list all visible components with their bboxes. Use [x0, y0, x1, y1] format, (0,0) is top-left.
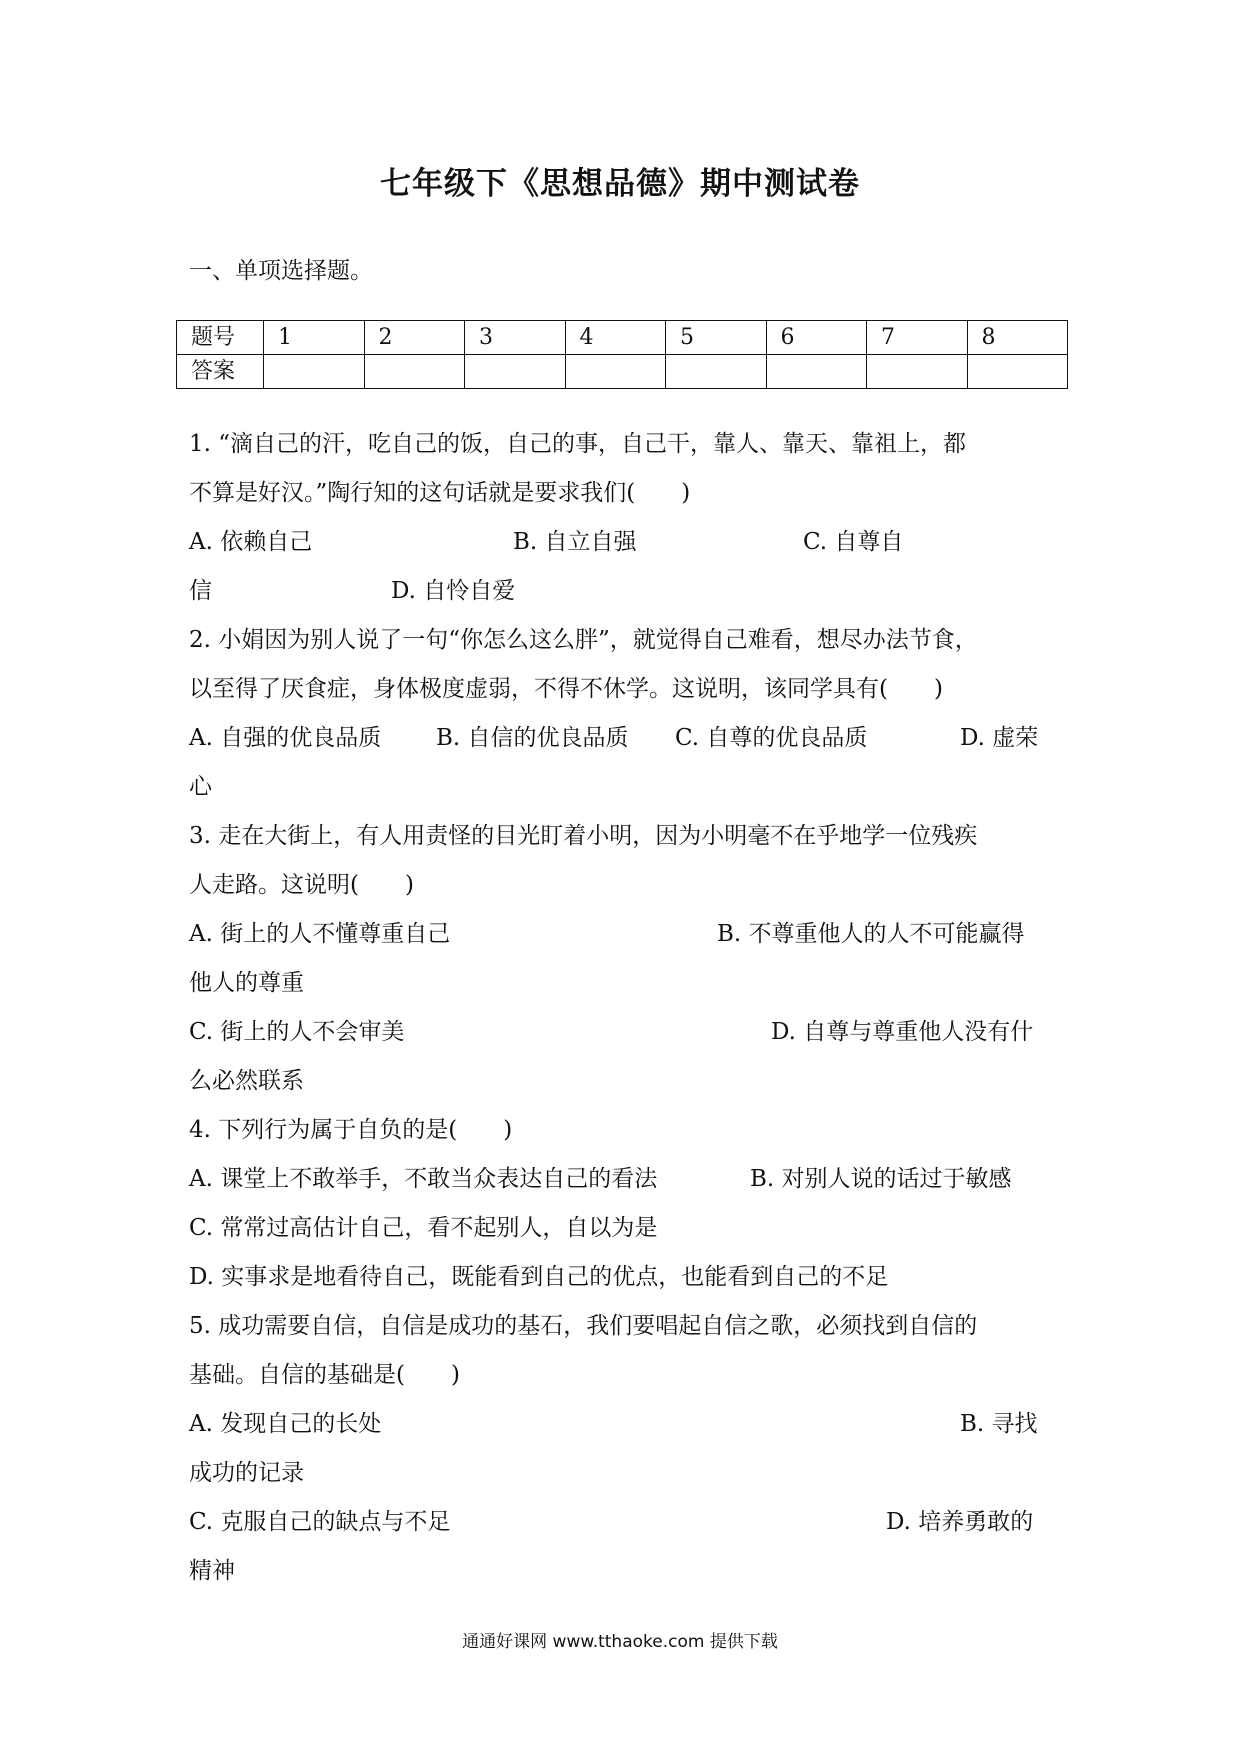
table-row [177, 355, 1068, 389]
question-1-text: 不算是好汉。”陶行知的这句话就是要求我们( ) [189, 480, 691, 506]
option-a: A. 依赖自己 [189, 529, 313, 555]
question-number-cell: 2 [364, 321, 465, 355]
answer-cell[interactable] [264, 355, 365, 389]
question-number-cell: 1 [264, 321, 365, 355]
question-2-text: 以至得了厌食症，身体极度虚弱，不得不休学。这说明，该同学具有( ) [189, 676, 943, 702]
question-2-text: 2. 小娟因为别人说了一句“你怎么这么胖”，就觉得自己难看，想尽办法节食， [189, 627, 978, 653]
question-4-option-d: D. 实事求是地看待自己，既能看到自己的优点，也能看到自己的不足 [189, 1264, 889, 1290]
question-3-text: 3. 走在大街上，有人用责怪的目光盯着小明，因为小明毫不在乎地学一位残疾 [189, 823, 978, 849]
table-header-cell: 题号 [177, 321, 264, 355]
question-1-options [189, 567, 1061, 616]
question-2-options [189, 714, 1061, 763]
question-4-options [189, 1155, 1061, 1204]
option-b: B. 对别人说的话过于敏感 [750, 1166, 1012, 1192]
question-5-options [189, 1547, 1061, 1596]
option-b-continued: 成功的记录 [189, 1460, 304, 1486]
section-heading: 一、单项选择题。 [189, 258, 373, 284]
question-number-cell: 7 [867, 321, 968, 355]
question-5-options [189, 1449, 1061, 1498]
question-number-cell: 8 [967, 321, 1068, 355]
option-c: C. 自尊自 [803, 529, 904, 555]
option-d: D. 培养勇敢的 [886, 1509, 1034, 1535]
option-d-continued: 么必然联系 [189, 1068, 304, 1094]
option-d: D. 虚荣 [960, 725, 1039, 751]
option-b: B. 自立自强 [513, 529, 637, 555]
answer-cell[interactable] [867, 355, 968, 389]
question-3-options [189, 1057, 1061, 1106]
option-c-continued: 信 [189, 578, 212, 604]
question-4-text: 4. 下列行为属于自负的是( ) [189, 1117, 513, 1143]
option-b: B. 不尊重他人的人不可能赢得 [717, 921, 1025, 947]
question-3-options [189, 1008, 1061, 1057]
question-5-options [189, 1498, 1061, 1547]
option-d: D. 自怜自爱 [391, 578, 516, 604]
option-a: A. 发现自己的长处 [189, 1411, 382, 1437]
answer-cell[interactable] [967, 355, 1068, 389]
question-1-text: 1. “滴自己的汗，吃自己的饭，自己的事，自己干，靠人、靠天、靠祖上，都 [189, 431, 967, 457]
table-header-cell: 答案 [177, 355, 264, 389]
answer-cell[interactable] [666, 355, 767, 389]
table-row [177, 321, 1068, 355]
question-number-cell: 6 [766, 321, 867, 355]
question-3-options [189, 959, 1061, 1008]
page-footer: 通通好课网 www.tthaoke.com 提供下载 [462, 1632, 778, 1652]
question-5-text: 5. 成功需要自信，自信是成功的基石，我们要唱起自信之歌，必须找到自信的 [189, 1313, 978, 1339]
question-1-options [189, 518, 1061, 567]
question-3-options [189, 910, 1061, 959]
answer-cell[interactable] [465, 355, 566, 389]
answer-table [176, 320, 1068, 389]
option-a: A. 街上的人不懂尊重自己 [189, 921, 451, 947]
question-number-cell: 3 [465, 321, 566, 355]
question-number-cell: 4 [565, 321, 666, 355]
answer-cell[interactable] [565, 355, 666, 389]
question-2-options [189, 763, 1061, 812]
questions [189, 420, 1061, 1596]
option-c: C. 街上的人不会审美 [189, 1019, 405, 1045]
answer-cell[interactable] [766, 355, 867, 389]
question-number-cell: 5 [666, 321, 767, 355]
question-5-options [189, 1400, 1061, 1449]
option-c: C. 自尊的优良品质 [675, 725, 868, 751]
option-b-continued: 他人的尊重 [189, 970, 304, 996]
answer-cell[interactable] [364, 355, 465, 389]
option-d: D. 自尊与尊重他人没有什 [771, 1019, 1034, 1045]
option-b: B. 寻找 [960, 1411, 1038, 1437]
question-4-option-c: C. 常常过高估计自己，看不起别人，自以为是 [189, 1215, 658, 1241]
option-c: C. 克服自己的缺点与不足 [189, 1509, 451, 1535]
option-d-continued: 心 [189, 774, 212, 800]
option-a: A. 自强的优良品质 [189, 725, 382, 751]
option-a: A. 课堂上不敢举手，不敢当众表达自己的看法 [189, 1166, 658, 1192]
question-3-text: 人走路。这说明( ) [189, 872, 414, 898]
question-5-text: 基础。自信的基础是( ) [189, 1362, 460, 1388]
option-b: B. 自信的优良品质 [436, 725, 629, 751]
page-title: 七年级下《思想品德》期中测试卷 [380, 166, 860, 202]
option-d-continued: 精神 [189, 1558, 235, 1584]
